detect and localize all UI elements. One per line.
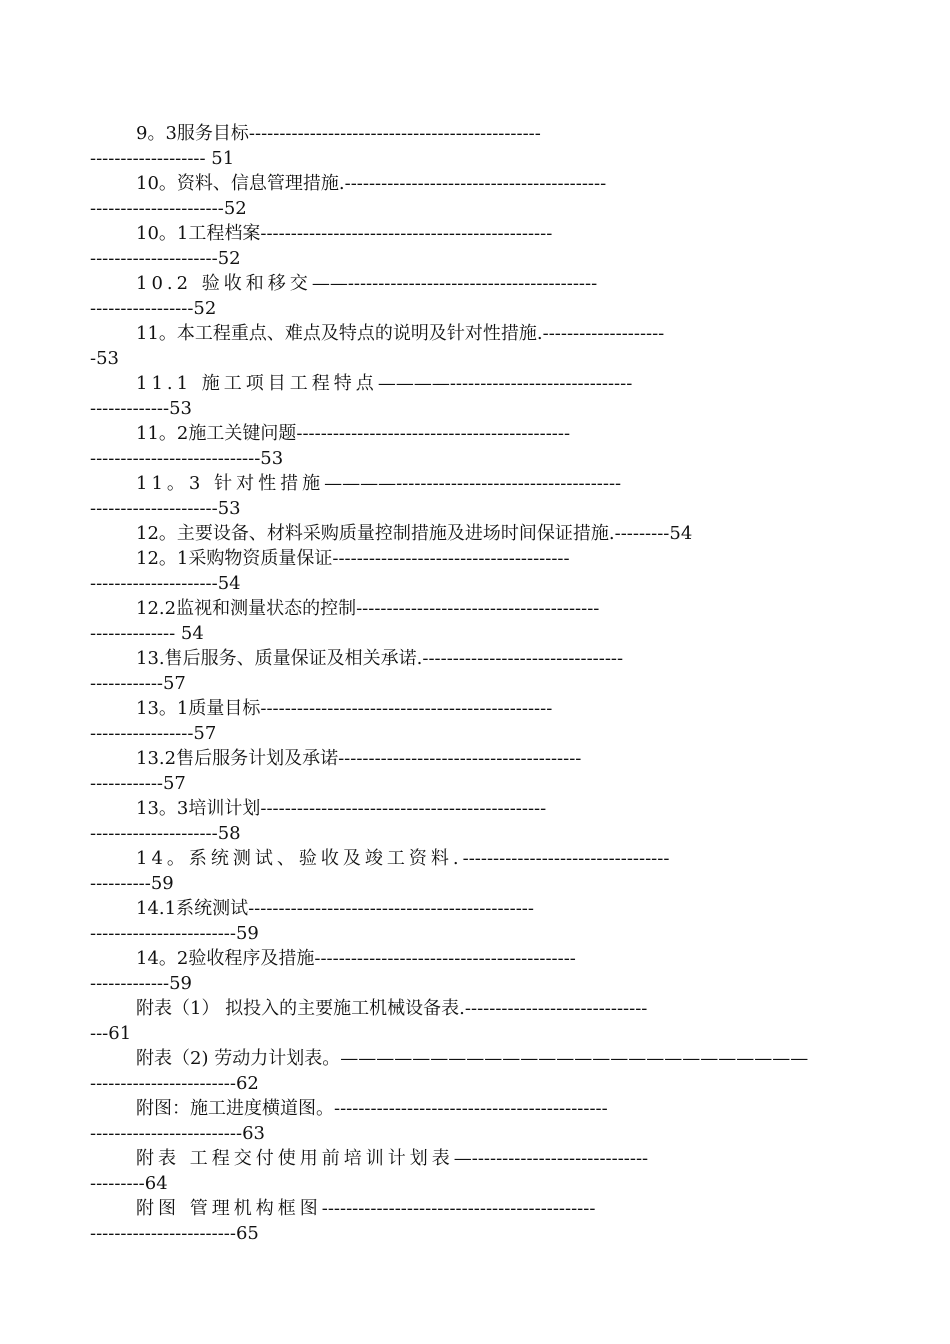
toc-entry-line-1: [90, 1196, 860, 1221]
toc-entry: [90, 471, 860, 521]
toc-entry-leader: ---------------------: [90, 248, 218, 269]
toc-entry-title: 14。2验收程序及措施: [136, 948, 315, 969]
toc-entry-leader: ------------------------------------------------: [248, 123, 541, 144]
toc-entry-leader: ------------: [90, 773, 163, 794]
toc-entry-leader: ——————————————————————————: [340, 1048, 809, 1069]
toc-entry-title: 12。主要设备、材料采购质量控制措施及进场时间保证措施.: [136, 523, 615, 544]
toc-entry-leader: ------------------------: [90, 923, 236, 944]
toc-entry-line-1: [90, 1046, 860, 1071]
toc-entry-line-1: [90, 1146, 860, 1171]
toc-entry-page-number: 53: [96, 348, 119, 369]
toc-entry-line-1: [90, 596, 860, 621]
toc-entry: [90, 596, 860, 646]
toc-entry-line-2: [90, 346, 860, 371]
toc-entry-title: 10。1工程档案: [136, 223, 261, 244]
toc-entry-leader: -------------------------: [90, 1123, 243, 1144]
toc-entry-leader: ---------------------------------------------: [321, 1198, 596, 1219]
toc-entry-page-number: 59: [235, 923, 259, 944]
toc-entry-title: 10。资料、信息管理措施.: [136, 173, 345, 194]
toc-entry-line-2: [90, 1021, 860, 1046]
toc-entry-title: 11.1 施工项目工程特点: [136, 373, 378, 394]
toc-entry-line-1: [90, 521, 860, 546]
toc-entry-leader: -----------------------------------------------: [248, 898, 534, 919]
toc-entry: [90, 696, 860, 746]
toc-entry-line-2: [90, 1171, 860, 1196]
toc-entry-title: 13.售后服务、质量保证及相关承诺.: [136, 648, 423, 669]
toc-entry-title: 12.2监视和测量状态的控制: [136, 598, 357, 619]
toc-entry-line-2: [90, 296, 860, 321]
toc-entry: [90, 646, 860, 696]
table-of-contents: [90, 121, 860, 1246]
toc-entry-line-1: [90, 421, 860, 446]
toc-entry-leader: ----------------------------------------: [356, 598, 600, 619]
toc-entry: [90, 846, 860, 896]
toc-entry-line-1: [90, 646, 860, 671]
toc-entry: [90, 1046, 860, 1096]
toc-entry-leader: ----------------------------: [90, 448, 261, 469]
toc-entry-line-2: [90, 571, 860, 596]
toc-entry-leader: ------------------------------------------------: [260, 698, 553, 719]
toc-entry: [90, 171, 860, 221]
toc-entry-leader: --------------: [90, 623, 176, 644]
toc-entry-leader: -----------------: [90, 298, 194, 319]
toc-entry: [90, 1196, 860, 1246]
toc-entry-page-number: 57: [162, 773, 186, 794]
toc-entry-title: 附图 管理机构框图: [136, 1198, 322, 1219]
toc-entry-leader: -------------: [90, 973, 170, 994]
toc-entry-line-2: [90, 246, 860, 271]
toc-entry-line-1: [90, 746, 860, 771]
toc-entry-line-2: [90, 1121, 860, 1146]
toc-entry-line-1: [90, 696, 860, 721]
toc-entry-title: 14。系统测试、验收及竣工资料.: [136, 848, 463, 869]
toc-entry-page-number: 53: [169, 398, 192, 419]
toc-entry-line-2: [90, 921, 860, 946]
toc-entry-leader: ————-------------------------------------: [324, 473, 622, 494]
toc-entry-page-number: 53: [217, 498, 241, 519]
toc-entry-leader: ---------------------------------------: [332, 548, 570, 569]
toc-entry-leader: --------------------: [542, 323, 665, 344]
toc-entry-page-number: 54: [217, 573, 241, 594]
toc-entry: [90, 221, 860, 271]
toc-entry-leader: ————------------------------------: [377, 373, 633, 394]
toc-entry-line-1: [90, 546, 860, 571]
toc-entry-page-number: 52: [217, 248, 241, 269]
toc-entry-leader: —-----------------------------: [453, 1148, 649, 1169]
toc-entry: [90, 896, 860, 946]
toc-entry-title: 11。3 针对性措施: [136, 473, 325, 494]
toc-entry-title: 12。1采购物资质量保证: [136, 548, 333, 569]
toc-entry-leader: -------------------------------------------: [344, 173, 607, 194]
toc-entry-line-1: [90, 171, 860, 196]
toc-entry-page-number: 63: [242, 1123, 265, 1144]
toc-entry-line-1: [90, 946, 860, 971]
toc-entry-leader: -------------------: [90, 148, 206, 169]
toc-entry-page-number: 64: [144, 1173, 168, 1194]
toc-entry-leader: ------------------------: [90, 1223, 236, 1244]
toc-entry-line-2: [90, 1221, 860, 1246]
toc-entry-page-number: 57: [193, 723, 217, 744]
toc-entry-leader: ——-----------------------------------------: [311, 273, 598, 294]
toc-entry-line-2: [90, 496, 860, 521]
toc-entry: [90, 321, 860, 371]
toc-entry-leader: -: [90, 348, 97, 369]
toc-entry-page-number: 52: [223, 198, 247, 219]
toc-entry-line-2: [90, 1071, 860, 1096]
toc-entry-page-number: 57: [162, 673, 186, 694]
toc-entry-page-number: 52: [193, 298, 217, 319]
toc-entry-line-1: [90, 321, 860, 346]
toc-entry-line-1: [90, 471, 860, 496]
toc-entry-leader: ----------: [90, 873, 151, 894]
toc-entry: [90, 946, 860, 996]
toc-entry-line-2: [90, 871, 860, 896]
toc-entry-line-2: [90, 446, 860, 471]
toc-entry: [90, 546, 860, 596]
toc-entry-leader: -----------------------------------------------: [260, 798, 547, 819]
toc-entry-title: 11。本工程重点、难点及特点的说明及针对性措施.: [136, 323, 543, 344]
toc-entry-line-1: [90, 271, 860, 296]
toc-entry-title: 11。2施工关键问题: [136, 423, 297, 444]
toc-entry-title: 13.2售后服务计划及承诺: [136, 748, 339, 769]
toc-entry: [90, 421, 860, 471]
toc-entry-leader: ---------: [614, 523, 670, 544]
toc-entry-line-2: [90, 146, 860, 171]
toc-entry: [90, 121, 860, 171]
toc-entry-title: 附表（2) 劳动力计划表。: [136, 1048, 341, 1069]
toc-entry-line-2: [90, 396, 860, 421]
toc-entry-leader: ----------------------: [90, 198, 224, 219]
toc-entry-line-2: [90, 721, 860, 746]
toc-entry-leader: ------------: [90, 673, 163, 694]
toc-entry-line-2: [90, 821, 860, 846]
toc-entry-line-1: [90, 371, 860, 396]
toc-entry-leader: ---------------------------------: [422, 648, 624, 669]
toc-entry: [90, 371, 860, 421]
toc-entry: [90, 796, 860, 846]
toc-entry-line-2: [90, 771, 860, 796]
toc-entry-leader: ------------------------------------------------: [260, 223, 553, 244]
toc-entry: [90, 1096, 860, 1146]
toc-entry-leader: ---------------------------------------------: [334, 1098, 608, 1119]
toc-entry: [90, 271, 860, 321]
toc-entry: [90, 996, 860, 1046]
toc-entry-leader: ---------------------: [90, 498, 218, 519]
toc-entry-line-1: [90, 221, 860, 246]
toc-entry-leader: ---------------------: [90, 573, 218, 594]
toc-entry-title: 9。3服务目标: [136, 123, 249, 144]
toc-entry-page-number: 59: [169, 973, 192, 994]
toc-entry-page-number: 54: [175, 623, 204, 644]
toc-entry-title: 14.1系统测试: [136, 898, 249, 919]
toc-entry-line-1: [90, 796, 860, 821]
toc-entry-leader: ---------------------------------------------: [296, 423, 571, 444]
toc-entry-leader: -------------------------------------------: [314, 948, 576, 969]
toc-entry: [90, 1146, 860, 1196]
toc-entry-leader: ---------------------: [90, 823, 218, 844]
toc-entry-line-1: [90, 996, 860, 1021]
toc-entry-line-2: [90, 621, 860, 646]
toc-entry-line-2: [90, 971, 860, 996]
toc-entry-leader: ---: [90, 1023, 109, 1044]
toc-entry-line-1: [90, 896, 860, 921]
toc-entry-page-number: 62: [235, 1073, 259, 1094]
toc-entry-title: 附表 工程交付使用前培训计划表: [136, 1148, 454, 1169]
toc-entry-line-1: [90, 1096, 860, 1121]
toc-entry: [90, 521, 860, 546]
toc-entry-title: 13。3培训计划: [136, 798, 261, 819]
toc-entry-line-2: [90, 196, 860, 221]
toc-entry-leader: ----------------------------------------: [338, 748, 582, 769]
toc-entry-page-number: 59: [150, 873, 174, 894]
toc-entry-line-1: [90, 846, 860, 871]
toc-entry-page-number: 61: [108, 1023, 132, 1044]
toc-entry-leader: ---------: [90, 1173, 145, 1194]
toc-entry-page-number: 58: [217, 823, 241, 844]
toc-entry-leader: -------------: [90, 398, 170, 419]
toc-entry: [90, 746, 860, 796]
toc-entry-page-number: 54: [669, 523, 693, 544]
toc-entry-leader: ------------------------: [90, 1073, 236, 1094]
toc-entry-page-number: 51: [205, 148, 235, 169]
toc-entry-leader: -----------------: [90, 723, 194, 744]
toc-entry-leader: ----------------------------------: [462, 848, 670, 869]
toc-entry-line-2: [90, 671, 860, 696]
toc-entry-page-number: 53: [260, 448, 284, 469]
toc-entry-line-1: [90, 121, 860, 146]
toc-entry-leader: ------------------------------: [464, 998, 648, 1019]
toc-entry-title: 13。1质量目标: [136, 698, 261, 719]
toc-entry-title: 附表（1） 拟投入的主要施工机械设备表.: [136, 998, 465, 1019]
toc-entry-page-number: 65: [235, 1223, 259, 1244]
toc-entry-title: 10.2 验收和移交: [136, 273, 312, 294]
toc-entry-title: 附图：施工进度横道图。: [136, 1098, 334, 1119]
